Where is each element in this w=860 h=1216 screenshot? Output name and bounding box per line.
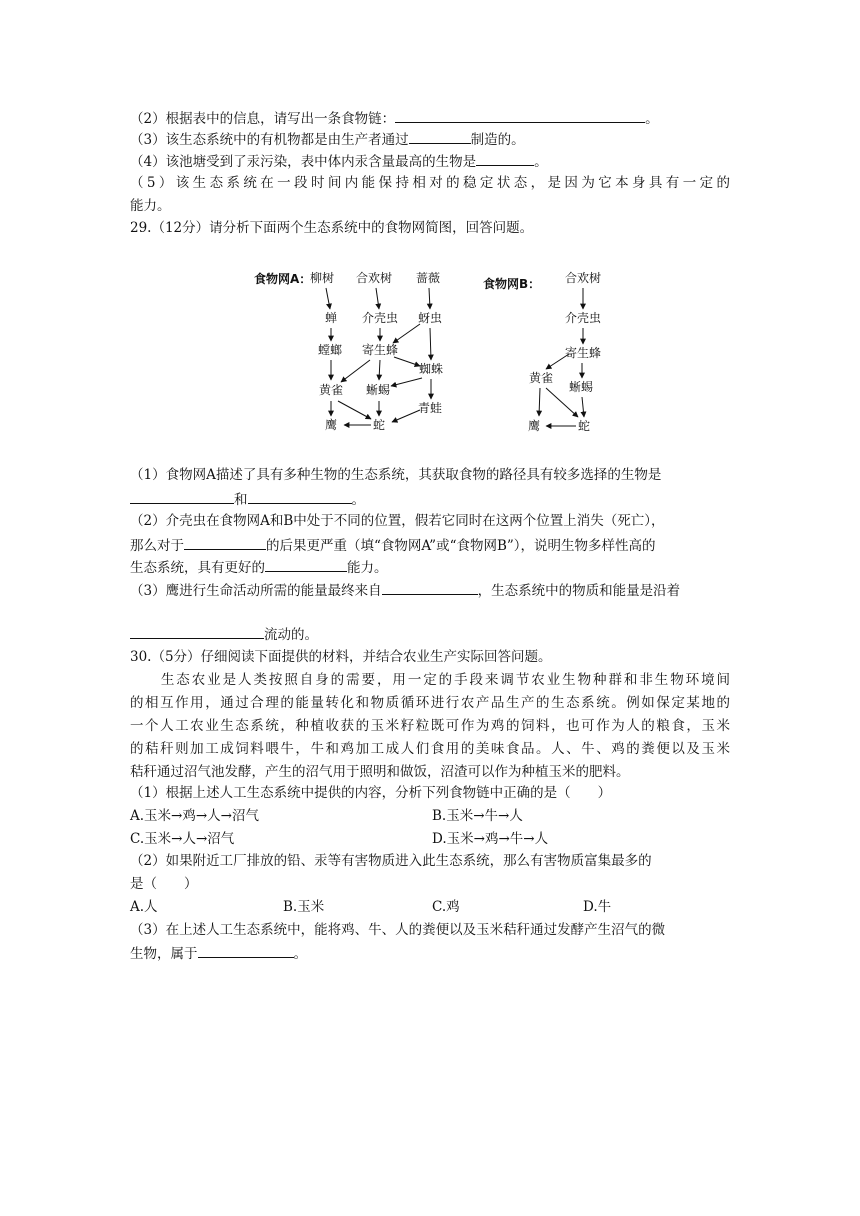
- q29-sub1-line1: （1）食物网A描述了具有多种生物的生态系统，其获取食物的路径具有较多选择的生物是: [130, 467, 662, 483]
- food-web-diagram: [240, 262, 620, 442]
- q28-sub3-text-end: 制造的。: [470, 132, 525, 148]
- arrow-zhizhu-xiyi: [391, 378, 422, 386]
- q29-sub1-end: 。: [351, 492, 365, 508]
- web-b-jishengfeng: 寄生蜂: [564, 346, 602, 360]
- web-a-chan: 蝉: [324, 311, 338, 325]
- q29-sub3-line2-text: 流动的。: [264, 627, 318, 643]
- arrow-yachong-zhizhu: [430, 328, 431, 360]
- q29-sub3-blank1[interactable]: [382, 580, 478, 595]
- web-b-ying: 鹰: [527, 419, 541, 433]
- web-b-she: 蛇: [577, 419, 591, 433]
- web-b-jieqiaochong: 介壳虫: [564, 311, 602, 325]
- arrow-qingwa-she: [392, 410, 420, 422]
- web-a-jieqiaochong: 介壳虫: [361, 311, 399, 325]
- q30-sub3-end: 。: [293, 946, 307, 962]
- arrow-jishengfeng-xiyi: [379, 360, 380, 380]
- q30-para-line2: 的相互作用，通过合理的能量转化和物质循环进行农产品生产的生态系统。例如保定某地的: [130, 695, 730, 711]
- q29-sub3-line1: [130, 580, 680, 601]
- q29-sub3-text: （3）鹰进行生命活动所需的能量最终来自: [130, 583, 382, 599]
- web-a-yachong: 蚜虫: [417, 311, 443, 325]
- q30-sub2-option-a[interactable]: A.人: [130, 899, 158, 915]
- arrow-liushu-chan: [326, 288, 330, 309]
- q29-sub2-text-end: 的后果更严重（填“食物网A”或“食物网B”），说明生物多样性高的: [266, 538, 656, 554]
- arrow-huangque-she: [338, 401, 371, 419]
- web-a-liushu: 柳树: [309, 271, 335, 285]
- q30-sub2-option-d[interactable]: D.牛: [583, 899, 612, 915]
- q29-sub2-line1: （2）介壳虫在食物网A和B中处于不同的位置，假若它同时在这两个位置上消失（死亡），: [130, 513, 665, 529]
- web-a-qingwa: 青蛙: [417, 401, 443, 415]
- q30-sub2-line2: 是（ ）: [130, 876, 198, 892]
- web-a-hehuanshu: 合欢树: [355, 271, 393, 285]
- q29-sub2-blank[interactable]: [184, 535, 266, 550]
- q30-sub2-line1: （2）如果附近工厂排放的铅、汞等有害物质进入此生态系统，那么有害物质富集最多的: [130, 853, 652, 869]
- web-a-tanglang: 螳螂: [317, 343, 343, 357]
- q29-sub3-text-end: ，生态系统中的物质和能量是沿着: [477, 583, 681, 599]
- q29-sub3-line2: [130, 624, 318, 645]
- q30-para-line1: 生态农业是人类按照自身的需要，用一定的手段来调节农业生物种群和非生物环境间: [130, 672, 730, 688]
- q28-sub2-text: （2）根据表中的信息，请写出一条食物链：: [130, 111, 396, 127]
- q30-sub1-option-c[interactable]: C.玉米→人→沼气: [130, 831, 235, 847]
- q30-sub2-option-c[interactable]: C.鸡: [432, 899, 460, 915]
- q30-sub1-option-a[interactable]: A.玉米→鸡→人→沼气: [130, 808, 259, 824]
- arrow-b-jishengfeng-huangque: [546, 354, 569, 369]
- web-a-jishengfeng: 寄生蜂: [361, 343, 399, 357]
- q29-sub2-line3-text: 生态系统，具有更好的: [130, 560, 265, 576]
- q30-sub3-blank[interactable]: [198, 943, 294, 958]
- web-b-xiyi: 蜥蜴: [568, 380, 594, 394]
- q29-sub1-mid: 和: [234, 492, 248, 508]
- q29-sub3-blank2[interactable]: [130, 624, 264, 639]
- q28-sub5-line1: （5）该生态系统在一段时间内能保持相对的稳定状态，是因为它本身具有一定的: [130, 175, 730, 191]
- q30-title: 30.（5分）仔细阅读下面提供的材料，并结合农业生产实际回答问题。: [130, 649, 552, 665]
- q30-sub1-option-b[interactable]: B.玉米→牛→人: [432, 808, 523, 824]
- q29-title: 29.（12分）请分析下面两个生态系统中的食物网简图，回答问题。: [130, 220, 534, 236]
- q30-para-line4: 的秸秆则加工成饲料喂牛，牛和鸡加工成人们食用的美味食品。人、牛、鸡的粪便以及玉米: [130, 741, 730, 757]
- web-a-xiyi: 蜥蜴: [365, 383, 391, 397]
- arrow-b-xiyi-she: [582, 397, 584, 417]
- q30-para-line5: 秸秆通过沼气池发酵，产生的沼气用于照明和做饭，沼渣可以作为种植玉米的肥料。: [130, 764, 630, 780]
- q28-sub2-blank[interactable]: [395, 108, 645, 123]
- q28-sub2-end: 。: [645, 111, 659, 127]
- arrow-yachong-jishengfeng: [393, 324, 420, 343]
- web-a-qiangwei: 蔷薇: [415, 271, 441, 285]
- q28-sub5-line2: 能力。: [130, 198, 171, 214]
- q29-sub1-line2: [130, 489, 365, 510]
- arrow-jishengfeng-zhizhu: [394, 357, 420, 366]
- q28-sub4-blank[interactable]: [476, 151, 534, 166]
- q29-sub1-blank2[interactable]: [248, 489, 352, 504]
- q29-sub2-blank2[interactable]: [265, 557, 347, 572]
- q29-sub2-line3-end: 能力。: [347, 560, 388, 576]
- q28-sub4-text: （4）该池塘受到了汞污染，表中体内汞含量最高的生物是: [130, 154, 477, 170]
- q30-para-line3: 一个人工农业生态系统，种植收获的玉米籽粒既可作为鸡的饲料，也可作为人的粮食，玉米: [130, 718, 730, 734]
- q30-sub3-line1: （3）在上述人工生态系统中，能将鸡、牛、人的粪便以及玉米秸秆通过发酵产生沼气的微: [130, 922, 666, 938]
- q30-sub1: （1）根据上述人工生态系统中提供的内容，分析下列食物链中正确的是（ ）: [130, 785, 612, 801]
- arrow-b-huangque-ying: [539, 388, 540, 416]
- q28-sub3-text: （3）该生态系统中的有机物都是由生产者通过: [130, 132, 409, 148]
- web-a-huangque: 黄雀: [318, 383, 344, 397]
- web-a-zhizhu: 蜘蛛: [418, 362, 444, 376]
- q28-sub2: [130, 108, 659, 129]
- arrow-jishengfeng-huangque: [341, 360, 370, 382]
- q28-sub4: [130, 151, 548, 172]
- web-b-hehuanshu: 合欢树: [564, 271, 602, 285]
- q30-sub1-option-d[interactable]: D.玉米→鸡→牛→人: [432, 831, 549, 847]
- q28-sub3-blank[interactable]: [409, 129, 471, 144]
- web-b-label: 食物网B：: [483, 277, 541, 291]
- arrow-qiangwei-yachong: [429, 288, 430, 309]
- web-a-label: 食物网A：: [254, 272, 312, 286]
- arrow-hehuanshu-jieqiaochong: [376, 288, 379, 309]
- q28-sub4-end: 。: [534, 154, 548, 170]
- q29-sub2-line3: [130, 557, 388, 578]
- q29-sub2-line2: [130, 535, 656, 556]
- q29-sub2-text: 那么对于: [130, 538, 184, 554]
- web-a-ying: 鹰: [324, 418, 338, 432]
- web-b-huangque: 黄雀: [528, 371, 554, 385]
- q30-sub3-text: 生物，属于: [130, 946, 198, 962]
- q29-sub1-blank1[interactable]: [130, 489, 234, 504]
- q30-sub2-option-b[interactable]: B.玉米: [283, 899, 325, 915]
- web-a-she: 蛇: [372, 418, 386, 432]
- q30-sub3-line2: [130, 943, 307, 964]
- q28-sub3: [130, 129, 525, 150]
